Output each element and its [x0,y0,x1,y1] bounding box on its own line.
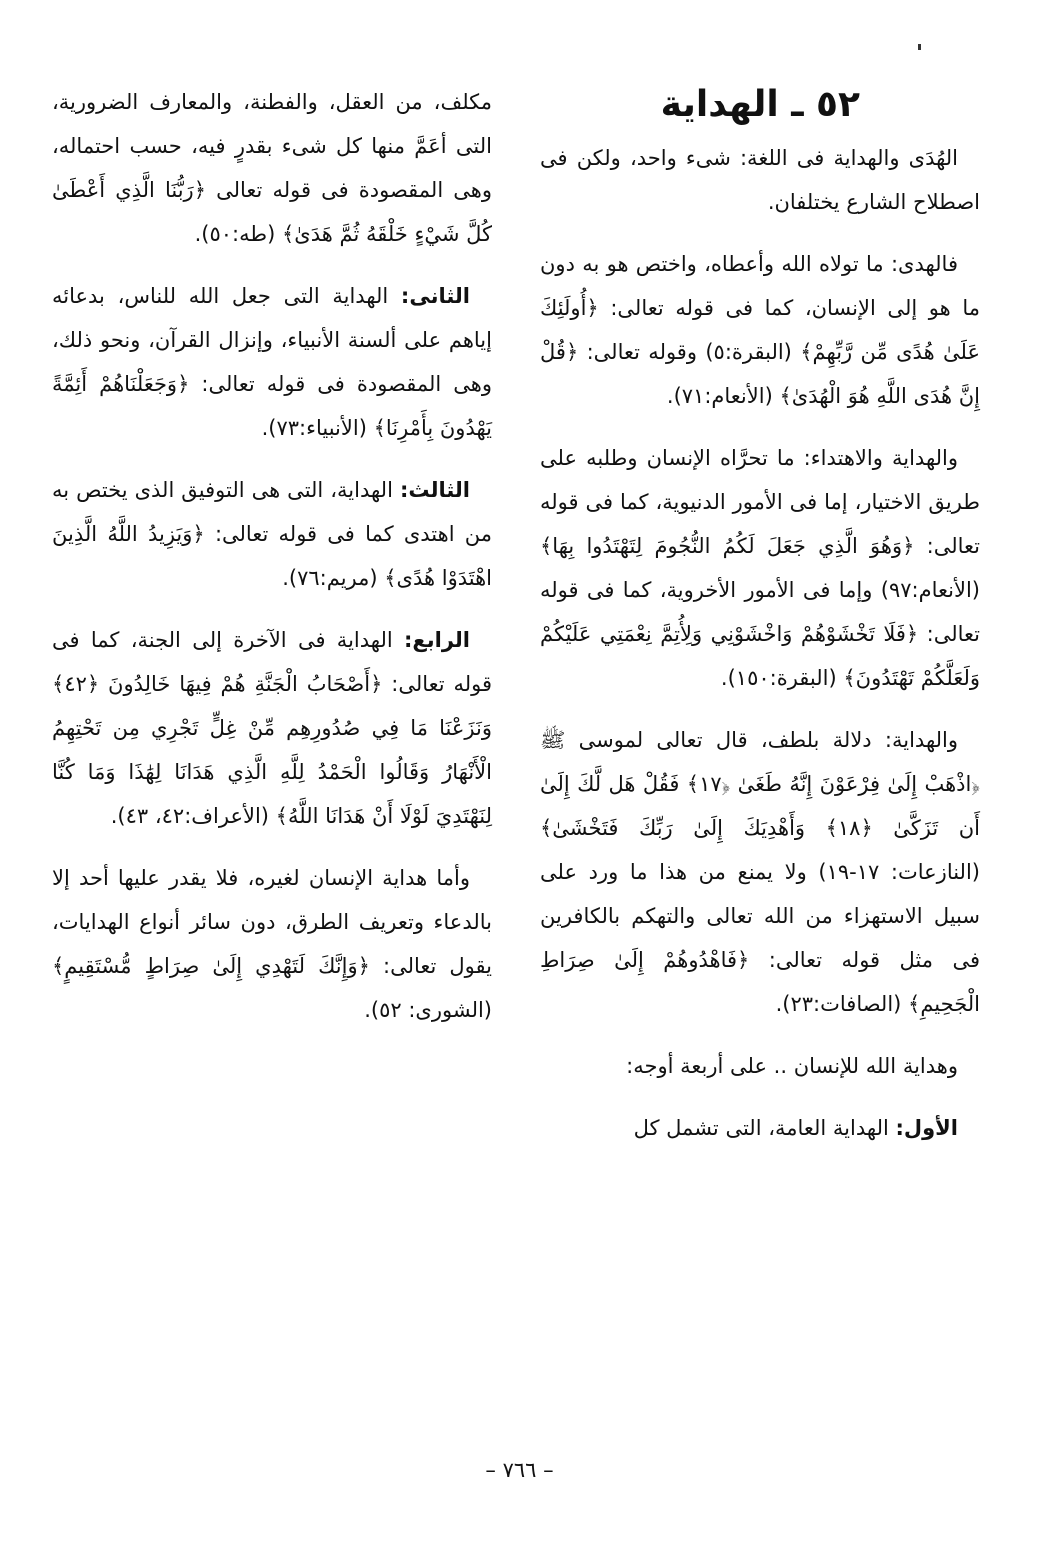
paragraph: فالهدى: ما تولاه الله وأعطاه، واختص هو به دون ما هو إلى الإنسان، كما فى قوله تعالى: ﴿أُولَئِكَ عَلَىٰ هُدًى مِّن رَّبِّهِمْ﴾ (البقرة:٥) وقوله تعالى: ﴿قُلْ إِنَّ هُدَى اللَّهِ هُوَ الْهُدَىٰ﴾ (الأنعام:٧١). [540,252,980,408]
paragraph-lead: الرابع: [404,628,470,652]
paragraph: وأما هداية الإنسان لغيره، فلا يقدر عليها أحد إلا بالدعاء وتعريف الطرق، دون سائر أنواع الهدايات، يقول تعالى: ﴿وَإِنَّكَ لَتَهْدِي إِلَىٰ صِرَاطٍ مُّسْتَقِيمٍ﴾ (الشورى: ٥٢). [52,866,492,1022]
paragraph: الأول: الهداية العامة، التى تشمل كل [633,1116,958,1140]
paragraph: الرابع: الهداية فى الآخرة إلى الجنة، كما فى قوله تعالى: ﴿أَصْحَابُ الْجَنَّةِ هُمْ فِيهَا خَالِدُونَ ﴿٤٢﴾ وَنَزَعْنَا مَا فِي صُدُورِهِم مِّنْ غِلٍّ تَجْرِي مِن تَحْتِهِمُ الْأَنْهَارُ وَقَالُوا الْحَمْدُ لِلَّهِ الَّذِي هَدَانَا لِهَٰذَا وَمَا كُنَّا لِنَهْتَدِيَ لَوْلَا أَنْ هَدَانَا اللَّهُ﴾ (الأعراف:٤٢، ٤٣). [52,628,492,828]
paragraph: والهداية: دلالة بلطف، قال تعالى لموسى ﷺ ﴿اذْهَبْ إِلَىٰ فِرْعَوْنَ إِنَّهُ طَغَىٰ ﴿١٧﴾ فَقُلْ هَل لَّكَ إِلَىٰ أَن تَزَكَّىٰ ﴿١٨﴾ وَأَهْدِيَكَ إِلَىٰ رَبِّكَ فَتَخْشَىٰ﴾ (النازعات: ١٧-١٩) ولا يمنع من هذا ما ورد على سبيل الاستهزاء من الله تعالى والتهكم بالكافرين فى مثل قوله تعالى: ﴿فَاهْدُوهُمْ إِلَىٰ صِرَاطِ الْجَحِيمِ﴾ (الصافات:٢٣). [540,728,980,1016]
right-column [540,80,980,1168]
section-title: ٥٢ ـ الهداية [660,84,860,125]
paragraph-lead: الثانى: [400,284,470,308]
paragraph: مكلف، من العقل، والفطنة، والمعارف الضرورية، التى أعَمَّ منها كل شىء بقدرٍ فيه، حسب احتماله، وهى المقصودة فى قوله تعالى ﴿رَبُّنَا الَّذِي أَعْطَىٰ كُلَّ شَيْءٍ خَلْقَهُ ثُمَّ هَدَىٰ﴾ (طه:٥٠). [52,90,492,246]
page-number: – ٧٦٦ – [485,1458,554,1482]
paragraph: وهداية الله للإنسان .. على أربعة أوجه: [626,1054,958,1078]
paragraph: الهُدَى والهداية فى اللغة: شىء واحد، ولكن فى اصطلاح الشارع يختلفان. [540,146,980,214]
left-column [52,80,492,1050]
scan-mark [918,44,921,50]
paragraph-lead: الأول: [895,1116,958,1140]
paragraph: الثانى: الهداية التى جعل الله للناس، بدعائه إياهم على ألسنة الأنبياء، وإنزال القرآن، ونحو ذلك، وهى المقصودة فى قوله تعالى: ﴿وَجَعَلْنَاهُمْ أَئِمَّةً يَهْدُونَ بِأَمْرِنَا﴾ (الأنبياء:٧٣). [52,284,492,440]
paragraph: والهداية والاهتداء: ما تحرَّاه الإنسان وطلبه على طريق الاختيار، إما فى الأمور الدنيوية، كما فى قوله تعالى: ﴿وَهُوَ الَّذِي جَعَلَ لَكُمُ النُّجُومَ لِتَهْتَدُوا بِهَا﴾ (الأنعام:٩٧) وإما فى الأمور الأخروية، كما فى قوله تعالى: ﴿فَلَا تَخْشَوْهُمْ وَاخْشَوْنِي وَلِأُتِمَّ نِعْمَتِي عَلَيْكُمْ وَلَعَلَّكُمْ تَهْتَدُونَ﴾ (البقرة:١٥٠). [540,446,980,690]
paragraph-lead: الثالث: [399,478,470,502]
paragraph: الثالث: الهداية، التى هى التوفيق الذى يختص به من اهتدى كما فى قوله تعالى: ﴿وَيَزِيدُ اللَّهُ الَّذِينَ اهْتَدَوْا هُدًى﴾ (مريم:٧٦). [52,478,492,590]
